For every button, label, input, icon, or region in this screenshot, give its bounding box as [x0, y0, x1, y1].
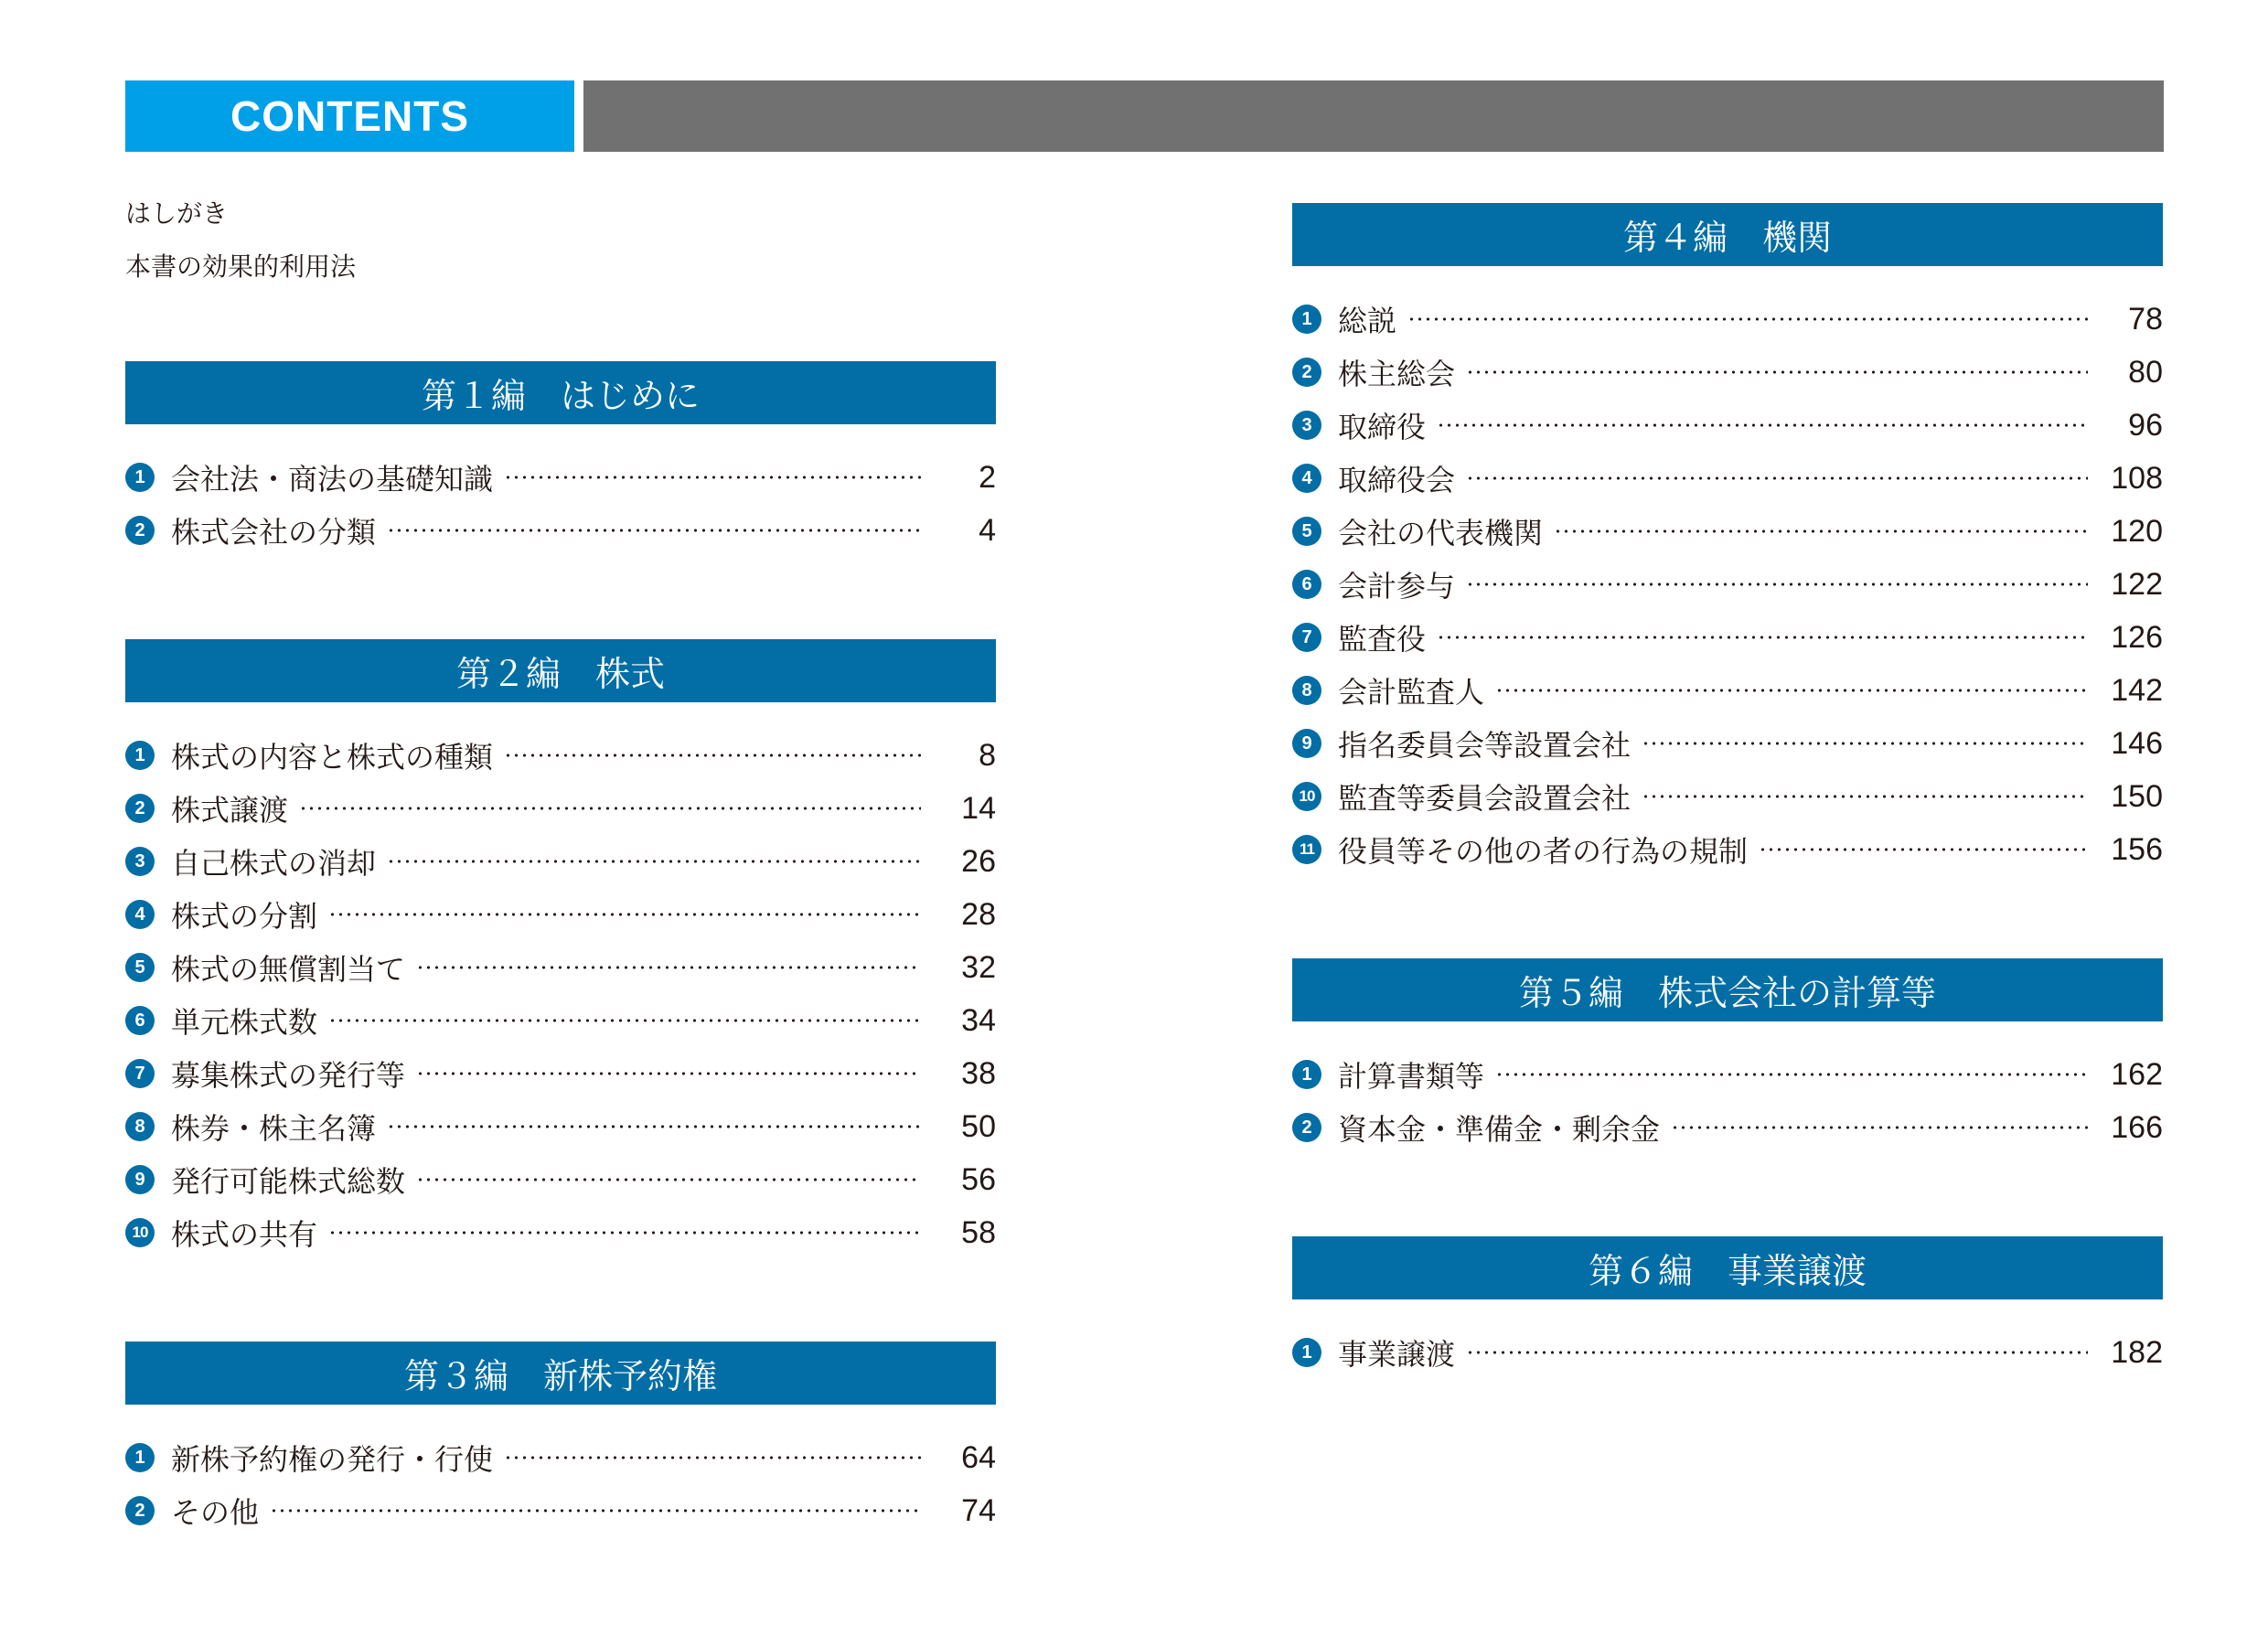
toc-entry[interactable] — [125, 835, 996, 888]
dot-leader — [387, 860, 921, 863]
section-title: 第４編 機関 — [1292, 203, 2163, 266]
entry-number-badge: 11 — [1292, 835, 1321, 864]
entry-page-number: 156 — [2111, 831, 2163, 867]
entry-page-number: 8 — [979, 737, 996, 773]
dot-leader — [1466, 583, 2088, 586]
entry-label: 募集株式の発行等 — [171, 1058, 406, 1093]
entry-number-badge: 8 — [1292, 676, 1321, 705]
entry-number-badge: 3 — [1292, 411, 1321, 440]
section-title: 第２編 株式 — [125, 639, 996, 702]
entry-label: 会計参与 — [1338, 569, 1456, 604]
entry-label: 監査役 — [1338, 622, 1427, 657]
toc-entry[interactable] — [125, 994, 996, 1047]
entry-page-number: 80 — [2128, 354, 2163, 390]
dot-leader — [1466, 1351, 2088, 1354]
entry-page-number: 126 — [2111, 619, 2163, 655]
dot-leader — [299, 807, 921, 810]
entry-label: その他 — [171, 1495, 260, 1530]
header-bar — [583, 80, 2164, 152]
entry-number-badge: 10 — [1292, 782, 1321, 811]
entry-label: 株券・株主名簿 — [171, 1111, 377, 1146]
section-title: 第３編 新株予約権 — [125, 1342, 996, 1405]
toc-entry[interactable] — [1292, 452, 2163, 505]
entry-label: 取締役会 — [1338, 463, 1456, 497]
entry-page-number: 34 — [961, 1002, 996, 1038]
toc-section — [1292, 203, 2163, 876]
dot-leader — [504, 754, 921, 757]
entry-page-number: 142 — [2111, 672, 2163, 708]
toc-entry[interactable] — [125, 1431, 996, 1484]
entry-page-number: 14 — [961, 790, 996, 826]
entry-number-badge: 4 — [1292, 464, 1321, 493]
entry-label: 株式の無償割当て — [171, 952, 406, 987]
entry-page-number: 56 — [961, 1161, 996, 1197]
entry-number-badge: 1 — [125, 741, 155, 770]
toc-entry[interactable] — [125, 451, 996, 504]
toc-entry[interactable] — [125, 729, 996, 782]
dot-leader — [328, 913, 921, 916]
dot-leader — [416, 1072, 921, 1075]
dot-leader — [387, 1125, 921, 1128]
entry-page-number: 50 — [961, 1108, 996, 1144]
entry-label: 資本金・準備金・剰余金 — [1338, 1112, 1661, 1147]
section-title: 第５編 株式会社の計算等 — [1292, 958, 2163, 1021]
entry-label: 計算書類等 — [1338, 1059, 1485, 1094]
entry-number-badge: 10 — [125, 1218, 155, 1247]
toc-section — [125, 1342, 996, 1537]
toc-entry[interactable] — [1292, 611, 2163, 664]
entry-page-number: 2 — [979, 459, 996, 495]
entry-number-badge: 3 — [125, 847, 155, 876]
toc-section — [125, 639, 996, 1259]
toc-entry[interactable] — [1292, 505, 2163, 558]
entry-number-badge: 2 — [125, 516, 155, 545]
toc-entry[interactable] — [125, 888, 996, 941]
entry-page-number: 4 — [979, 512, 996, 548]
entry-number-badge: 2 — [125, 1496, 155, 1525]
entry-page-number: 162 — [2111, 1056, 2163, 1092]
toc-section — [1292, 1236, 2163, 1379]
dot-leader — [1466, 370, 2088, 374]
entry-number-badge: 2 — [125, 794, 155, 823]
entry-page-number: 146 — [2111, 725, 2163, 761]
toc-entry[interactable] — [1292, 770, 2163, 823]
section-title: 第１編 はじめに — [125, 361, 996, 424]
toc-entry[interactable] — [125, 782, 996, 835]
toc-section — [1292, 958, 2163, 1154]
toc-entry[interactable] — [1292, 346, 2163, 399]
entry-page-number: 108 — [2111, 460, 2163, 496]
dot-leader — [1671, 1126, 2088, 1129]
entry-number-badge: 1 — [125, 1443, 155, 1472]
entry-page-number: 96 — [2128, 407, 2163, 443]
dot-leader — [1466, 476, 2088, 480]
toc-section — [125, 361, 996, 557]
entry-page-number: 120 — [2111, 513, 2163, 549]
dot-leader — [1642, 742, 2088, 745]
entry-label: 株式の分割 — [171, 899, 318, 934]
entry-label: 事業譲渡 — [1338, 1337, 1456, 1372]
entry-number-badge: 7 — [125, 1059, 155, 1088]
entry-page-number: 38 — [961, 1055, 996, 1091]
entry-label: 会社の代表機関 — [1338, 516, 1544, 551]
dot-leader — [504, 476, 921, 479]
entry-page-number: 122 — [2111, 566, 2163, 602]
entry-number-badge: 1 — [1292, 1060, 1321, 1089]
dot-leader — [1759, 848, 2088, 851]
dot-leader — [1495, 1073, 2088, 1076]
toc-entry[interactable] — [1292, 1048, 2163, 1101]
toc-entry[interactable] — [1292, 664, 2163, 717]
toc-entry[interactable] — [125, 1100, 996, 1153]
dot-leader — [1495, 689, 2088, 692]
toc-entry[interactable] — [1292, 1326, 2163, 1379]
entry-number-badge: 2 — [1292, 358, 1321, 387]
entry-page-number: 166 — [2111, 1109, 2163, 1145]
dot-leader — [387, 529, 921, 532]
toc-column-right — [1292, 203, 2163, 1461]
dot-leader — [416, 966, 921, 969]
entry-label: 役員等その他の者の行為の規制 — [1338, 834, 1749, 869]
dot-leader — [416, 1178, 921, 1181]
entry-label: 単元株式数 — [171, 1005, 318, 1040]
entry-page-number: 74 — [961, 1492, 996, 1528]
entry-page-number: 78 — [2128, 301, 2163, 337]
entry-label: 監査等委員会設置会社 — [1338, 781, 1631, 816]
toc-entry[interactable] — [1292, 823, 2163, 876]
toc-entry[interactable] — [1292, 558, 2163, 611]
entry-number-badge: 1 — [1292, 305, 1321, 334]
toc-entry[interactable] — [1292, 399, 2163, 452]
toc-link-usage[interactable]: 本書の効果的利用法 — [125, 251, 357, 282]
entry-number-badge: 9 — [125, 1165, 155, 1194]
entry-label: 会計監査人 — [1338, 675, 1485, 710]
entry-label: 総説 — [1338, 304, 1397, 338]
toc-entry[interactable] — [125, 941, 996, 994]
dot-leader — [328, 1231, 921, 1235]
toc-entry[interactable] — [1292, 293, 2163, 346]
toc-entry[interactable] — [1292, 1101, 2163, 1154]
dot-leader — [1437, 423, 2088, 427]
entry-label: 株式の共有 — [171, 1217, 318, 1252]
entry-page-number: 150 — [2111, 778, 2163, 814]
toc-entry[interactable] — [1292, 717, 2163, 770]
entry-number-badge: 1 — [1292, 1338, 1321, 1367]
entry-label: 発行可能株式総数 — [171, 1164, 406, 1199]
entry-label: 株式譲渡 — [171, 793, 289, 828]
entry-label: 会社法・商法の基礎知識 — [171, 462, 494, 497]
entry-number-badge: 5 — [125, 953, 155, 982]
entry-label: 株主総会 — [1338, 357, 1456, 391]
entry-number-badge: 6 — [1292, 570, 1321, 599]
toc-column-left — [125, 361, 996, 1620]
dot-leader — [1554, 529, 2088, 533]
entry-page-number: 64 — [961, 1439, 996, 1475]
entry-label: 株式会社の分類 — [171, 515, 377, 550]
dot-leader — [504, 1456, 921, 1459]
toc-link-preface[interactable]: はしがき — [125, 198, 229, 229]
section-title: 第６編 事業譲渡 — [1292, 1236, 2163, 1299]
entry-number-badge: 2 — [1292, 1113, 1321, 1142]
entry-page-number: 32 — [961, 949, 996, 985]
entry-label: 取締役 — [1338, 410, 1427, 444]
entry-page-number: 28 — [961, 896, 996, 932]
entry-page-number: 26 — [961, 843, 996, 879]
entry-page-number: 182 — [2111, 1334, 2163, 1370]
dot-leader — [270, 1509, 921, 1513]
toc-entry[interactable] — [125, 504, 996, 557]
entry-label: 指名委員会等設置会社 — [1338, 728, 1631, 763]
dot-leader — [1642, 795, 2088, 798]
dot-leader — [1407, 317, 2088, 321]
entry-number-badge: 7 — [1292, 623, 1321, 652]
entry-label: 新株予約権の発行・行使 — [171, 1442, 494, 1477]
dot-leader — [1437, 636, 2088, 639]
entry-number-badge: 5 — [1292, 517, 1321, 546]
entry-label: 自己株式の消却 — [171, 846, 377, 881]
entry-number-badge: 1 — [125, 463, 155, 492]
toc-entry[interactable] — [125, 1206, 996, 1259]
entry-number-badge: 4 — [125, 900, 155, 929]
entry-number-badge: 8 — [125, 1112, 155, 1141]
toc-entry[interactable] — [125, 1153, 996, 1206]
entry-label: 株式の内容と株式の種類 — [171, 740, 494, 775]
dot-leader — [328, 1019, 921, 1022]
entry-number-badge: 9 — [1292, 729, 1321, 758]
entry-page-number: 58 — [961, 1214, 996, 1250]
contents-header: CONTENTS — [125, 80, 574, 152]
entry-number-badge: 6 — [125, 1006, 155, 1035]
toc-entry[interactable] — [125, 1484, 996, 1537]
toc-entry[interactable] — [125, 1047, 996, 1100]
